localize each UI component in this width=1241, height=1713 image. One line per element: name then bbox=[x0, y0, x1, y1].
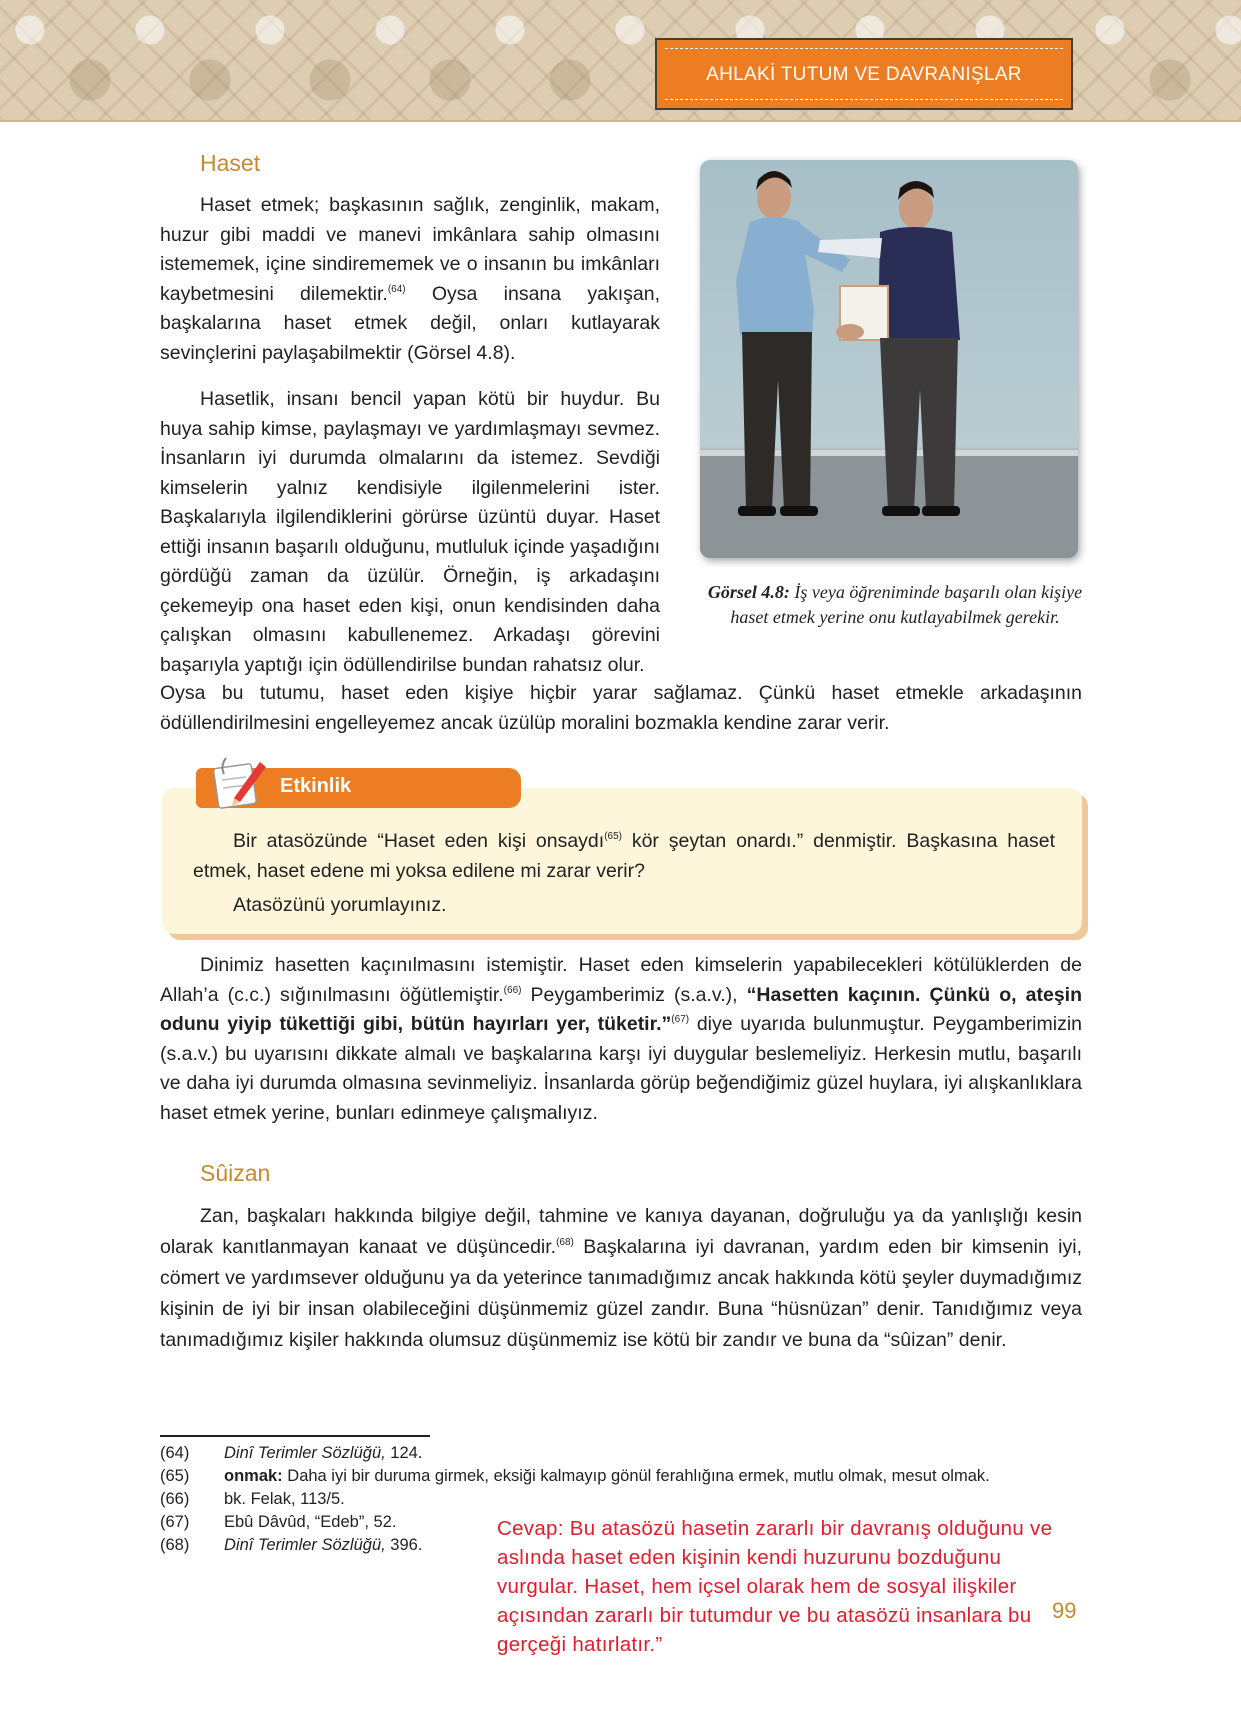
footnote-number: (68) bbox=[160, 1536, 190, 1554]
haset-p1-text-cont: Oysa insana yakışan, başkalarına haset etmek değil, onları kutlayarak sevinçlerini paylaşabilmektir (Görsel 4.8). bbox=[160, 282, 660, 364]
footnote-number: (67) bbox=[160, 1513, 190, 1531]
footnote-ref-67: (67) bbox=[671, 1014, 690, 1025]
section-title-suizan: Sûizan bbox=[200, 1160, 271, 1186]
activity-text-part-2: kör şeytan onardı.” denmiştir. Başkasına haset etmek, haset edene mi yoksa edilene mi zarar verir? bbox=[193, 830, 1056, 882]
footnote-text: bk. Felak, 113/5. bbox=[224, 1490, 345, 1508]
footnote-number: (66) bbox=[160, 1490, 190, 1508]
religion-text-3: diye uyarıda bulunmuştur. Peygamberimizin (s.a.v.) bu uyarısını dikkate almalı ve başkalarına karşı iyi duygular beslemeliyiz. Herkesin mutlu, başarılı ve daha iyi durumda olmasına sevinmeliyiz. İnsanlarda görüp beğendiğimiz güzel huylara, iyi alışkanlıklara haset etmek yerine, bunları edinmeye çalışmalıyız. bbox=[160, 1013, 1083, 1124]
activity-text bbox=[193, 826, 1055, 886]
footnote-term: onmak: bbox=[224, 1467, 283, 1485]
haset-paragraph-2-cont: Oysa bu tutumu, haset eden kişiye hiçbir yarar sağlamaz. Çünkü haset etmekle arkadaşının ödüllendirilmesini engelleyemez ancak üzülüp moralini bozmakla kendine zarar verir. bbox=[160, 682, 1082, 734]
figure-caption-text: İş veya öğreniminde başarılı olan kişiye haset etmek yerine onu kutlayabilmek gerekir. bbox=[730, 582, 1083, 627]
activity-text-part-1: Bir atasözünde “Haset eden kişi onsaydı bbox=[233, 830, 605, 852]
footnote-source: Dinî Terimler Sözlüğü, bbox=[224, 1536, 386, 1554]
footnote-text bbox=[224, 1442, 422, 1464]
footnote-detail: Daha iyi bir duruma girmek, eksiği kalmayıp gönül ferahlığına ermek, mutlu olmak, mesut olmak. bbox=[282, 1467, 990, 1485]
footnote-source: Dinî Terimler Sözlüğü, bbox=[224, 1444, 386, 1462]
footnote-text bbox=[224, 1465, 990, 1487]
footnote-detail: 124. bbox=[385, 1444, 423, 1462]
chapter-title: AHLAKİ TUTUM VE DAVRANIŞLAR bbox=[706, 64, 1022, 85]
footnote-ref-64: (64) bbox=[387, 283, 406, 295]
haset-p1-text: Haset etmek; başkasının sağlık, zenginlik, makam, huzur gibi maddi ve manevi imkânlara sahip olmasını istememek, içine sindirememek ve o insanın bu imkânları kaybetmesini dilemektir. bbox=[160, 194, 660, 305]
hadith-quote: “Hasetten kaçının. Çünkü o, ateşin odunu yiyip tükettiği gibi, bütün hayırları yer, tüketir.” bbox=[160, 983, 1082, 1035]
religion-text-1: Dinimiz hasetten kaçınılmasını istemiştir. Haset eden kimselerin yapabilecekleri kötülüklerden de Allah’a (c.c.) sığınılmasını öğütlemiştir. bbox=[160, 954, 1082, 1006]
footnote-detail: 396. bbox=[385, 1536, 423, 1554]
footnote-number: (64) bbox=[160, 1444, 190, 1462]
footnote-number: (65) bbox=[160, 1467, 190, 1485]
footnote-text: Ebû Dâvûd, “Edeb”, 52. bbox=[224, 1513, 397, 1531]
footnote-ref-66: (66) bbox=[503, 984, 522, 996]
footnote-divider bbox=[160, 1435, 430, 1437]
footnote-ref-65: (65) bbox=[604, 831, 622, 842]
footnote-ref-68: (68) bbox=[556, 1237, 574, 1248]
suizan-paragraph bbox=[160, 1201, 1082, 1356]
pencil-note-icon bbox=[210, 752, 270, 812]
religion-text-2: Peygamberimiz (s.a.v.), bbox=[521, 983, 747, 1006]
activity-label: Etkinlik bbox=[280, 775, 352, 797]
figure-caption bbox=[700, 580, 1090, 630]
figure-caption-label: Görsel 4.8: bbox=[707, 582, 790, 602]
religion-paragraph bbox=[160, 951, 1082, 1128]
page-number: 99 bbox=[1052, 1598, 1077, 1623]
chapter-header bbox=[655, 38, 1073, 110]
figure-4-8-photo bbox=[700, 160, 1078, 558]
haset-paragraph-2: Hasetlik, insanı bencil yapan kötü bir huydur. Bu huya sahip kimse, paylaşmayı ve yardımlaşmayı sevmez. İnsanların iyi durumda olmalarını da istemez. Sevdiği kimselerin yalnız kendisiyle ilgilenmelerini ister. Başkalarıyla ilgilendiklerini görürse üzüntü duyar. Haset ettiği insanın başarılı olduğunu, mutluluk içinde yaşadığını gördüğü zaman da üzülür. Örneğin, iş arkadaşını çekemeyip ona haset eden kişi, onun kendisinden daha çalışkan olmasını kabullenemez. Arkadaşı görevini başarıyla yaptığı için ödüllendirilse bundan rahatsız olur. bbox=[160, 388, 660, 676]
suizan-text-1: Zan, başkaları hakkında bilgiye değil, tahmine ve kanıya dayanan, doğruluğu ya da yanlışlığı kesin olarak kanıtlanmayan kanaat ve düşüncedir. bbox=[160, 1205, 1082, 1258]
section-title-haset: Haset bbox=[200, 150, 261, 176]
activity-instruction: Atasözünü yorumlayınız. bbox=[233, 894, 447, 916]
handshake-illustration bbox=[700, 160, 1078, 558]
haset-paragraph-1 bbox=[160, 191, 660, 368]
suizan-text-2: Başkalarına iyi davranan, yardım eden bir kimsenin iyi, cömert ve yardımsever olduğunu ya da yeterince tanımadığımız ancak hakkında kötü şeyler duymadığımız kişinin de iyi bir insan olabileceğini düşünmemiz güzel zandır. Buna “hüsnüzan” denir. Tanıdığımız veya tanımadığımız kişiler hakkında olumsuz düşünmemiz ise kötü bir zandır ve buna da “sûizan” denir. bbox=[160, 1236, 1082, 1351]
handwritten-answer: Cevap: Bu atasözü hasetin zararlı bir davranış olduğunu ve aslında haset eden kişinin kendi huzurunu bozduğunu vurgular. Haset, hem içsel olarak hem de sosyal ilişkiler açısından zararlı bir tutumdur ve bu atasözü insanlara bu gerçeği hatırlatır.” bbox=[497, 1517, 1053, 1656]
footnote-text bbox=[224, 1534, 422, 1556]
